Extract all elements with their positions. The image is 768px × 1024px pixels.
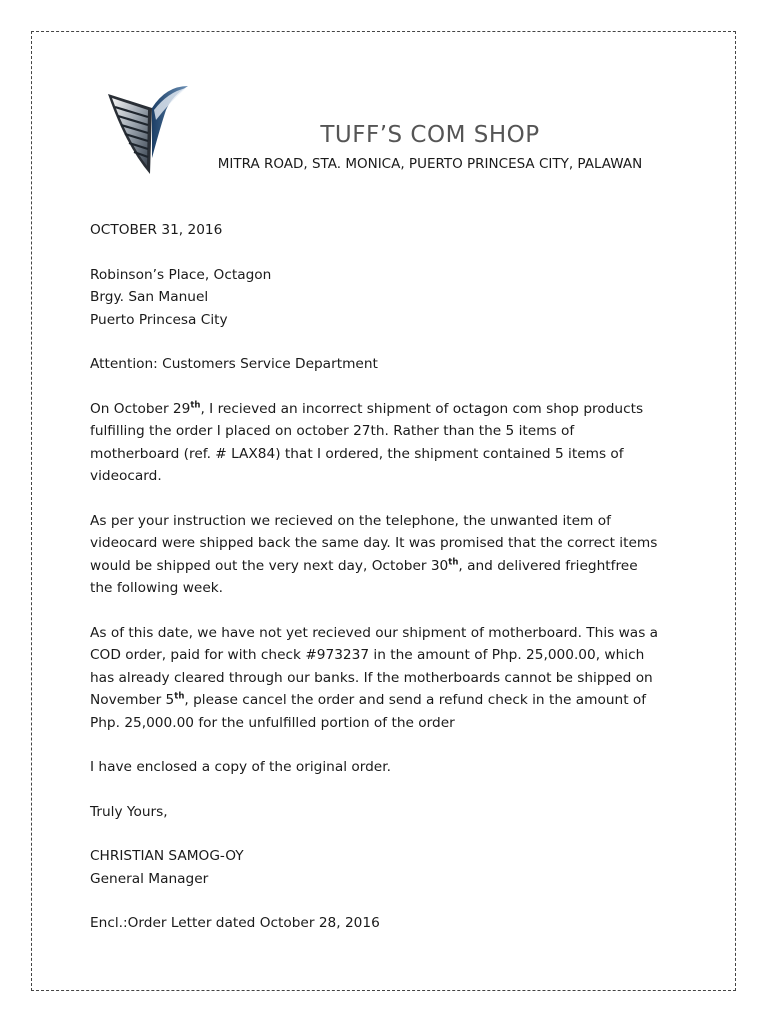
paragraph-3-line-2: COD order, paid for with check #973237 in the amount of Php. 25,000.00, which [90, 647, 645, 663]
letter-date: OCTOBER 31, 2016 [90, 222, 223, 238]
paragraph-2-line-1: As per your instruction we recieved on the telephone, the unwanted item of [90, 512, 611, 529]
paragraph-2-line-2: videocard were shipped back the same day. It was promised that the correct items [90, 535, 658, 551]
recipient-line-3: Puerto Princesa City [90, 311, 228, 328]
enclosed-note: I have enclosed a copy of the original order. [90, 759, 391, 775]
paragraph-3-line-5: Php. 25,000.00 for the unfulfilled portion of the order [90, 714, 455, 731]
attention-line: Attention: Customers Service Department [90, 356, 378, 372]
ordinal-suffix: th [174, 691, 185, 702]
recipient-line-1: Robinson’s Place, Octagon [90, 266, 272, 283]
paragraph-3-line-3: has already cleared through our banks. If the motherboards cannot be shipped on [90, 669, 653, 686]
paragraph-1-text-a: On October 29 [90, 400, 191, 417]
ordinal-suffix: th [448, 556, 459, 567]
paragraph-3-text-b: , please cancel the order and send a refund check in the amount of [184, 692, 647, 708]
signer-name: CHRISTIAN SAMOG-OY [90, 848, 244, 864]
paragraph-3-line-4 [90, 689, 690, 712]
paragraph-3-line-1: As of this date, we have not yet recieved our shipment of motherboard. This was a [90, 624, 659, 641]
paragraph-3-text-a: November 5 [90, 692, 175, 708]
paragraph-2-line-3 [90, 555, 690, 578]
enclosure-line: Encl.:Order Letter dated October 28, 2016 [90, 915, 380, 931]
paragraph-1-line-2: fulfilling the order I placed on october 27th. Rather than the 5 items of [90, 423, 575, 439]
paragraph-1-text-b: , I recieved an incorrect shipment of octagon com shop products [200, 400, 644, 417]
letter-body [90, 219, 690, 935]
paragraph-2-text-a: would be shipped out the very next day, October 30 [90, 557, 449, 574]
paragraph-1-line-3: motherboard (ref. # LAX84) that I ordered, the shipment contained 5 items of [90, 445, 624, 462]
paragraph-1-line-4: videocard. [90, 468, 162, 484]
signer-title: General Manager [90, 870, 209, 887]
paragraph-2-text-b: , and delivered frieghtfree [458, 557, 638, 574]
paragraph-2-line-4: the following week. [90, 580, 224, 596]
closing: Truly Yours, [90, 803, 168, 820]
ordinal-suffix: th [190, 399, 201, 410]
recipient-line-2: Brgy. San Manuel [90, 289, 209, 305]
shop-address: MITRA ROAD, STA. MONICA, PUERTO PRINCESA CITY, PALAWAN [217, 156, 643, 172]
shop-name: TUFF’S COM SHOP [320, 122, 540, 148]
paragraph-1-line-1 [90, 398, 690, 421]
shop-logo-icon [106, 80, 190, 180]
